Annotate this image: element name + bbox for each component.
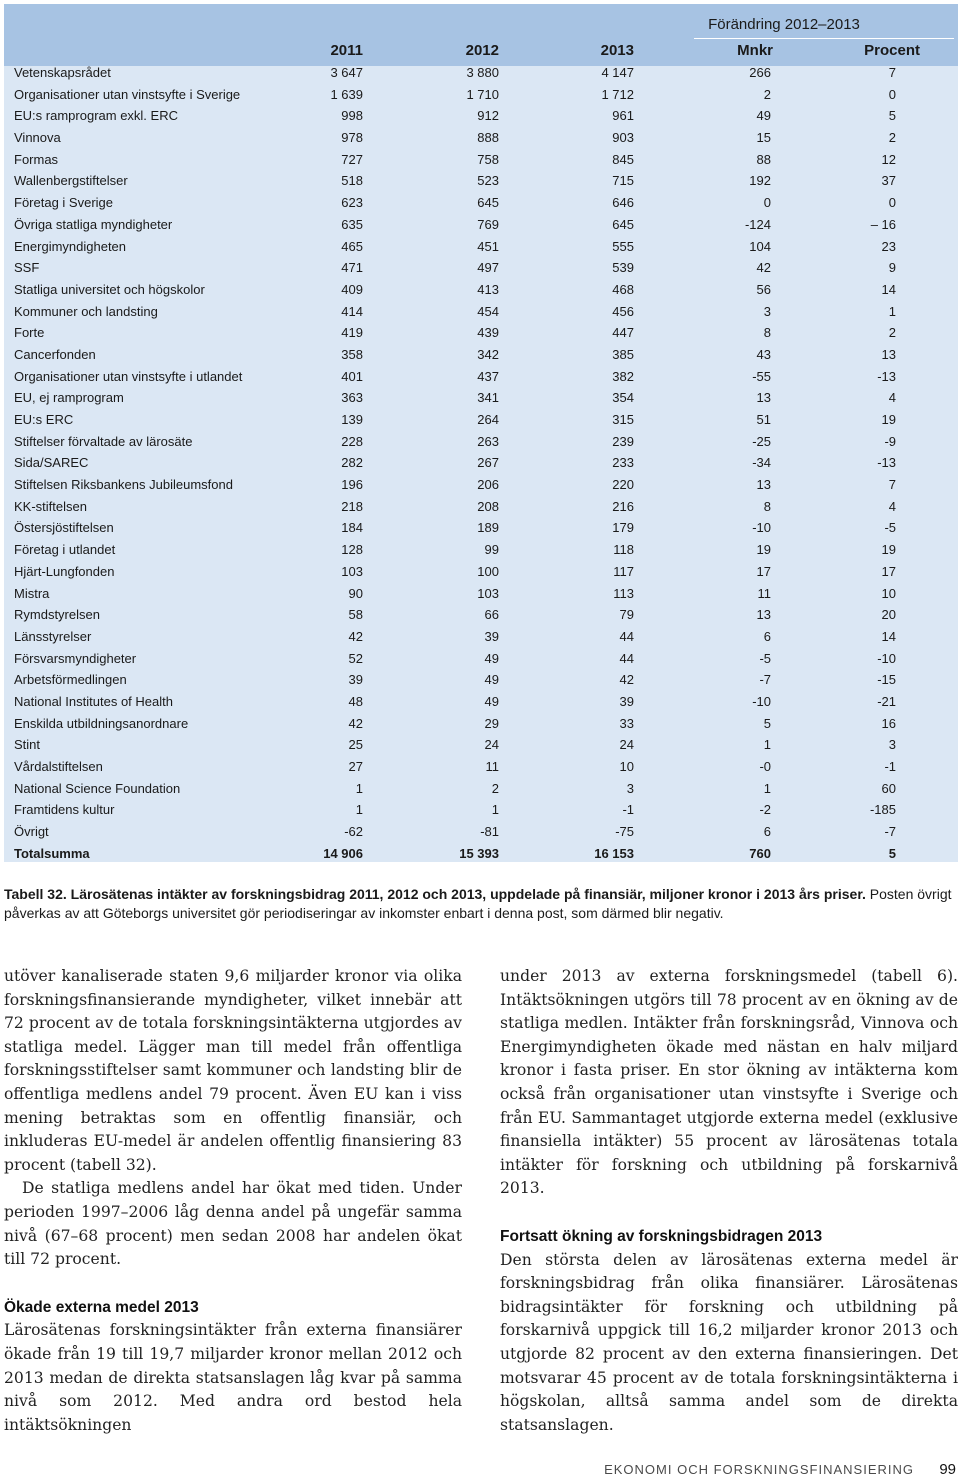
cell-2013: 33 bbox=[619, 715, 634, 731]
cell-2013: 117 bbox=[613, 563, 634, 579]
page-footer bbox=[0, 1462, 960, 1477]
col-mnkr-header: Mnkr bbox=[737, 42, 773, 59]
caption-title: Tabell 32. Lärosätenas intäkter av forskningsbidrag 2011, 2012 och 2013, uppdelade på finansiär, miljoner kronor i 2013 års priser. bbox=[4, 886, 866, 902]
cell-2012: 49 bbox=[484, 650, 499, 666]
cell-2011: 1 bbox=[355, 780, 363, 796]
cell-2013: 468 bbox=[612, 281, 634, 297]
cell-2011: 419 bbox=[341, 325, 363, 341]
cell-2011: 518 bbox=[341, 173, 363, 189]
cell-funder: National Science Foundation bbox=[14, 780, 181, 796]
cell-procent: -9 bbox=[884, 433, 896, 449]
table-row bbox=[4, 474, 958, 496]
cell-procent: -5 bbox=[884, 520, 896, 536]
table-row bbox=[4, 821, 958, 843]
cell-2011: 25 bbox=[348, 737, 363, 753]
cell-funder: Företag i Sverige bbox=[14, 195, 113, 211]
table-header bbox=[4, 4, 958, 66]
table-row bbox=[4, 431, 958, 453]
col-2011-header: 2011 bbox=[330, 42, 363, 59]
cell-2012: 66 bbox=[484, 607, 499, 623]
cell-funder: Statliga universitet och högskolor bbox=[14, 281, 205, 297]
cell-2012: 2 bbox=[491, 780, 499, 796]
table-caption bbox=[4, 885, 954, 923]
table-row bbox=[4, 84, 958, 106]
cell-2013: 118 bbox=[613, 542, 634, 558]
table-row bbox=[4, 366, 958, 388]
right-column bbox=[500, 965, 958, 1437]
cell-2013: 961 bbox=[612, 108, 634, 124]
cell-funder: EU:s ramprogram exkl. ERC bbox=[14, 108, 178, 124]
cell-2011: 90 bbox=[348, 585, 363, 601]
cell-2012: 3 880 bbox=[466, 65, 499, 80]
cell-procent: 23 bbox=[881, 238, 896, 254]
cell-funder: Stiftelser förvaltade av lärosäte bbox=[14, 433, 193, 449]
cell-mnkr: 6 bbox=[763, 824, 771, 840]
cell-2013: 447 bbox=[612, 325, 634, 341]
right-heading: Fortsatt ökning av forskningsbidragen 2013 bbox=[500, 1227, 823, 1245]
cell-2013: 233 bbox=[612, 455, 634, 471]
cell-funder: Övriga statliga myndigheter bbox=[14, 216, 173, 232]
cell-mnkr: 19 bbox=[756, 542, 771, 558]
cell-mnkr: -2 bbox=[759, 802, 771, 818]
cell-2012: 1 710 bbox=[466, 86, 499, 102]
cell-2012: 439 bbox=[477, 325, 499, 341]
table-row bbox=[4, 691, 958, 713]
cell-2011: 196 bbox=[341, 477, 363, 493]
cell-procent: 7 bbox=[888, 65, 896, 80]
cell-2012: 49 bbox=[484, 672, 499, 688]
cell-procent: 0 bbox=[888, 86, 896, 102]
cell-mnkr: -7 bbox=[759, 672, 771, 688]
table-row bbox=[4, 583, 958, 605]
cell-funder: Vinnova bbox=[14, 130, 61, 146]
left-paragraph-1: utöver kanaliserade staten 9,6 miljarder kronor via olika forskningsfinansierande myndigheter, vilket innebär att 72 procent av de totala forskningsintäkterna utgjordes av statliga medel. Lägger man till medel från offentliga forskningsstiftelser samt kommuner och landsting blir de offentliga medlens andel 79 procent. Även EU kan i viss mening betraktas som en offentlig finansiär, och inkluderas EU-medel är andelen offentlig finansiering 83 procent (tabell 32). bbox=[4, 967, 462, 1174]
cell-2013: 903 bbox=[612, 130, 634, 146]
cell-mnkr: 8 bbox=[763, 498, 771, 514]
change-header: Förändring 2012–2013 bbox=[708, 16, 860, 33]
cell-2013: 385 bbox=[612, 346, 634, 362]
cell-mnkr: -10 bbox=[752, 693, 771, 709]
cell-2011: 409 bbox=[341, 281, 363, 297]
cell-mnkr: -55 bbox=[752, 368, 771, 384]
cell-funder: Wallenbergstiftelser bbox=[14, 173, 128, 189]
cell-mnkr: 13 bbox=[756, 477, 771, 493]
table-row bbox=[4, 322, 958, 344]
cell-2011: 978 bbox=[341, 130, 363, 146]
col-2012-header: 2012 bbox=[465, 42, 499, 59]
cell-2013: 42 bbox=[619, 672, 634, 688]
table-total-row bbox=[4, 843, 958, 865]
cell-mnkr: 8 bbox=[763, 325, 771, 341]
cell-2012: 208 bbox=[477, 498, 499, 514]
left-column bbox=[4, 965, 462, 1437]
table-body bbox=[4, 62, 958, 864]
table-row bbox=[4, 62, 958, 84]
cell-2013: -75 bbox=[615, 824, 634, 840]
cell-procent: 16 bbox=[881, 715, 896, 731]
col-2013-header: 2013 bbox=[600, 42, 634, 59]
cell-2013: 239 bbox=[612, 433, 634, 449]
table-row bbox=[4, 648, 958, 670]
cell-2012: 342 bbox=[477, 346, 499, 362]
table-row bbox=[4, 387, 958, 409]
cell-mnkr: -5 bbox=[759, 650, 771, 666]
cell-2012: 206 bbox=[477, 477, 499, 493]
table-row bbox=[4, 105, 958, 127]
cell-2012: 11 bbox=[485, 759, 499, 774]
change-divider bbox=[694, 38, 954, 39]
table-row bbox=[4, 257, 958, 279]
cell-2013: 10 bbox=[619, 759, 634, 774]
cell-mnkr: 17 bbox=[756, 563, 771, 579]
cell-procent: 0 bbox=[888, 195, 896, 211]
cell-2011: 139 bbox=[341, 412, 363, 427]
cell-2013: 39 bbox=[619, 693, 634, 709]
cell-mnkr: 1 bbox=[763, 780, 771, 796]
table-row bbox=[4, 127, 958, 149]
cell-funder: National Institutes of Health bbox=[14, 693, 173, 709]
cell-2012: 341 bbox=[477, 390, 499, 406]
cell-2012: 15 393 bbox=[459, 845, 499, 861]
cell-2013: 539 bbox=[612, 260, 634, 276]
cell-2011: 184 bbox=[341, 520, 363, 536]
cell-2013: 354 bbox=[612, 390, 634, 406]
cell-2012: 451 bbox=[477, 238, 499, 254]
cell-funder: Vårdalstiftelsen bbox=[14, 759, 103, 774]
cell-2012: 39 bbox=[484, 628, 499, 644]
cell-procent: 19 bbox=[881, 542, 896, 558]
cell-funder: Totalsumma bbox=[14, 845, 90, 861]
cell-mnkr: -0 bbox=[759, 759, 771, 774]
cell-mnkr: -10 bbox=[752, 520, 771, 536]
cell-mnkr: 266 bbox=[749, 65, 771, 80]
right-paragraph-1: under 2013 av externa forskningsmedel (tabell 6). Intäktsökningen utgörs till 78 procent av en ökning av de statliga medlen. Intäkter från forskningsråd, Vinnova och Energimyndigheten ökade med nästan en halv miljard kronor i fasta priser. En stor ökning av intäkterna kom också från organisationer utan vinstsyfte i Sverige och från EU. Sammantaget utgjorde externa medel (exklusive finansiella intäkter) 55 procent av lärosätenas totala intäkter för forskning och utbildning på forskarnivå 2013. bbox=[500, 967, 958, 1198]
cell-2012: 769 bbox=[477, 216, 499, 232]
cell-2011: 1 639 bbox=[330, 86, 363, 102]
funding-table bbox=[4, 4, 958, 862]
cell-2012: 100 bbox=[477, 563, 499, 579]
cell-procent: 14 bbox=[881, 628, 896, 644]
cell-funder: Försvarsmyndigheter bbox=[14, 650, 137, 666]
cell-procent: -1 bbox=[884, 759, 896, 774]
table-row bbox=[4, 192, 958, 214]
table-row bbox=[4, 604, 958, 626]
cell-2012: 267 bbox=[477, 455, 499, 471]
cell-funder: Sida/SAREC bbox=[14, 455, 89, 471]
cell-funder: Östersjöstiftelsen bbox=[14, 520, 114, 536]
table-row bbox=[4, 301, 958, 323]
cell-procent: -13 bbox=[877, 455, 896, 471]
cell-procent: 7 bbox=[888, 477, 896, 493]
table-row bbox=[4, 626, 958, 648]
left-paragraph-3: Lärosätenas forskningsintäkter från externa finansiärer ökade från 19 till 19,7 miljarder kronor mellan 2012 och 2013 medan de direkta statsanslagen låg kvar på samma nivå som 2012. Med andra ord bestod hela intäktsökningen bbox=[4, 1321, 462, 1434]
cell-2013: 24 bbox=[619, 737, 634, 753]
cell-procent: – 16 bbox=[870, 216, 896, 232]
cell-procent: -10 bbox=[877, 650, 896, 666]
cell-mnkr: 6 bbox=[763, 628, 771, 644]
cell-mnkr: 11 bbox=[757, 585, 771, 601]
cell-2012: 437 bbox=[477, 368, 499, 384]
cell-procent: 17 bbox=[881, 563, 896, 579]
cell-2012: 888 bbox=[477, 130, 499, 146]
cell-2012: 1 bbox=[491, 802, 499, 818]
table-row bbox=[4, 279, 958, 301]
cell-funder: Övrigt bbox=[14, 824, 49, 840]
cell-2012: -81 bbox=[480, 824, 499, 840]
cell-procent: 10 bbox=[881, 585, 896, 601]
cell-2013: 179 bbox=[612, 520, 634, 536]
table-row bbox=[4, 539, 958, 561]
cell-2013: 315 bbox=[612, 412, 634, 427]
table-row bbox=[4, 170, 958, 192]
footer-section-title: EKONOMI OCH FORSKNINGSFINANSIERING bbox=[604, 1462, 914, 1477]
right-paragraph-2: Den största delen av lärosätenas externa medel är forskningsbidrag från olika finansiärer. Lärosätenas bidragsintäkter för forskning och utbildning på forskarnivå uppgick till 16,2 miljarder kronor 2013 och utgjorde 82 procent av den externa finansieringen. Det motsvarar 45 procent av de totala forskningsintäkterna i högskolan, alltså samma andel som de direkta statsanslagen. bbox=[500, 1250, 958, 1434]
cell-funder: Forte bbox=[14, 325, 45, 341]
cell-2011: 635 bbox=[341, 216, 363, 232]
cell-2011: 27 bbox=[348, 759, 363, 774]
cell-funder: Framtidens kultur bbox=[14, 802, 115, 818]
cell-procent: 9 bbox=[888, 260, 896, 276]
cell-funder: Formas bbox=[14, 151, 59, 167]
cell-2013: 715 bbox=[612, 173, 634, 189]
cell-procent: 20 bbox=[881, 607, 896, 623]
cell-funder: Organisationer utan vinstsyfte i utlandet bbox=[14, 368, 243, 384]
cell-procent: 12 bbox=[881, 151, 896, 167]
cell-funder: Vetenskapsrådet bbox=[14, 65, 111, 80]
cell-mnkr: 13 bbox=[756, 390, 771, 406]
cell-funder: Arbetsförmedlingen bbox=[14, 672, 127, 688]
cell-2011: 414 bbox=[341, 303, 363, 319]
cell-2013: 16 153 bbox=[594, 845, 634, 861]
table-row bbox=[4, 561, 958, 583]
table-row bbox=[4, 496, 958, 518]
left-heading: Ökade externa medel 2013 bbox=[4, 1298, 199, 1316]
cell-2012: 29 bbox=[484, 715, 499, 731]
cell-2012: 523 bbox=[477, 173, 499, 189]
cell-funder: Organisationer utan vinstsyfte i Sverige bbox=[14, 86, 241, 102]
cell-2011: 1 bbox=[355, 802, 363, 818]
cell-mnkr: 88 bbox=[756, 151, 771, 167]
table-row bbox=[4, 778, 958, 800]
cell-funder: SSF bbox=[14, 260, 40, 276]
cell-2013: 44 bbox=[619, 628, 634, 644]
cell-2011: 401 bbox=[341, 368, 363, 384]
cell-2011: 58 bbox=[348, 607, 363, 623]
cell-2011: -62 bbox=[344, 824, 363, 840]
cell-mnkr: 42 bbox=[756, 260, 771, 276]
col-procent-header: Procent bbox=[864, 42, 920, 59]
table-row bbox=[4, 214, 958, 236]
cell-2011: 998 bbox=[341, 108, 363, 124]
cell-2012: 103 bbox=[477, 585, 499, 601]
cell-2012: 758 bbox=[477, 151, 499, 167]
cell-funder: Hjärt-Lungfonden bbox=[14, 563, 115, 579]
cell-mnkr: 51 bbox=[756, 412, 771, 427]
cell-funder: Mistra bbox=[14, 585, 50, 601]
cell-2011: 358 bbox=[341, 346, 363, 362]
cell-2012: 189 bbox=[477, 520, 499, 536]
cell-mnkr: 3 bbox=[763, 303, 771, 319]
cell-2012: 263 bbox=[477, 433, 499, 449]
cell-mnkr: -25 bbox=[752, 433, 771, 449]
cell-2011: 727 bbox=[341, 151, 363, 167]
cell-procent: -21 bbox=[877, 693, 896, 709]
cell-procent: -13 bbox=[877, 368, 896, 384]
cell-mnkr: 56 bbox=[756, 281, 771, 297]
cell-2011: 42 bbox=[348, 628, 363, 644]
cell-procent: 5 bbox=[888, 845, 896, 861]
cell-mnkr: 104 bbox=[749, 238, 771, 254]
cell-procent: 3 bbox=[888, 737, 896, 753]
cell-2012: 413 bbox=[477, 281, 499, 297]
cell-2011: 42 bbox=[348, 715, 363, 731]
cell-2011: 282 bbox=[341, 455, 363, 471]
cell-2011: 14 906 bbox=[323, 845, 363, 861]
cell-funder: KK-stiftelsen bbox=[14, 498, 87, 514]
cell-2013: 4 147 bbox=[601, 65, 634, 80]
cell-procent: 19 bbox=[881, 412, 896, 427]
table-row bbox=[4, 344, 958, 366]
cell-mnkr: 0 bbox=[763, 195, 771, 211]
cell-2013: 44 bbox=[619, 650, 634, 666]
table-row bbox=[4, 756, 958, 778]
cell-2011: 363 bbox=[341, 390, 363, 406]
cell-2011: 52 bbox=[348, 650, 363, 666]
cell-funder: Enskilda utbildningsanordnare bbox=[14, 715, 189, 731]
cell-mnkr: 43 bbox=[756, 346, 771, 362]
cell-2013: 382 bbox=[612, 368, 634, 384]
cell-2012: 645 bbox=[477, 195, 499, 211]
cell-2013: 645 bbox=[612, 216, 634, 232]
cell-2011: 48 bbox=[348, 693, 363, 709]
cell-2013: 79 bbox=[619, 607, 634, 623]
cell-2013: 845 bbox=[612, 151, 634, 167]
cell-2013: 555 bbox=[612, 238, 634, 254]
cell-2012: 454 bbox=[477, 303, 499, 319]
table-row bbox=[4, 669, 958, 691]
cell-2012: 99 bbox=[484, 542, 499, 558]
cell-mnkr: 13 bbox=[756, 607, 771, 623]
cell-funder: EU, ej ramprogram bbox=[14, 390, 124, 406]
cell-mnkr: 1 bbox=[763, 737, 771, 753]
cell-procent: -185 bbox=[869, 802, 896, 818]
cell-2012: 264 bbox=[477, 412, 499, 427]
cell-2013: -1 bbox=[622, 802, 634, 818]
cell-2011: 103 bbox=[341, 563, 363, 579]
table-row bbox=[4, 452, 958, 474]
cell-2012: 24 bbox=[484, 737, 499, 753]
cell-2011: 39 bbox=[348, 672, 363, 688]
table-row bbox=[4, 799, 958, 821]
cell-funder: Företag i utlandet bbox=[14, 542, 116, 558]
cell-mnkr: 760 bbox=[749, 845, 771, 861]
cell-2011: 3 647 bbox=[330, 65, 363, 80]
table-row bbox=[4, 236, 958, 258]
cell-2013: 3 bbox=[626, 780, 634, 796]
cell-funder: Stint bbox=[14, 737, 41, 753]
cell-funder: Kommuner och landsting bbox=[14, 303, 158, 319]
table-row bbox=[4, 517, 958, 539]
cell-mnkr: 192 bbox=[749, 173, 771, 189]
cell-2011: 228 bbox=[341, 433, 363, 449]
page-number: 99 bbox=[939, 1461, 956, 1477]
cell-procent: -15 bbox=[877, 672, 896, 688]
cell-2011: 471 bbox=[341, 260, 363, 276]
cell-procent: -7 bbox=[884, 824, 896, 840]
cell-funder: Stiftelsen Riksbankens Jubileumsfond bbox=[14, 477, 233, 493]
table-row bbox=[4, 149, 958, 171]
cell-procent: 1 bbox=[888, 303, 896, 319]
cell-funder: EU:s ERC bbox=[14, 412, 74, 427]
cell-procent: 4 bbox=[888, 390, 896, 406]
cell-mnkr: -124 bbox=[744, 216, 771, 232]
cell-mnkr: 2 bbox=[763, 86, 771, 102]
cell-2011: 128 bbox=[341, 542, 363, 558]
cell-2012: 49 bbox=[484, 693, 499, 709]
cell-2013: 646 bbox=[612, 195, 634, 211]
cell-2011: 465 bbox=[341, 238, 363, 254]
cell-2013: 456 bbox=[612, 303, 634, 319]
table-row bbox=[4, 734, 958, 756]
cell-funder: Rymdstyrelsen bbox=[14, 607, 100, 623]
cell-procent: 2 bbox=[888, 325, 896, 341]
cell-2013: 1 712 bbox=[601, 86, 634, 102]
cell-mnkr: 5 bbox=[763, 715, 771, 731]
cell-funder: Cancerfonden bbox=[14, 346, 96, 362]
cell-mnkr: 49 bbox=[756, 108, 771, 124]
cell-2013: 113 bbox=[613, 585, 634, 601]
cell-procent: 5 bbox=[888, 108, 896, 124]
table-row bbox=[4, 409, 958, 431]
left-paragraph-2: De statliga medlens andel har ökat med tiden. Under perioden 1997–2006 låg denna andel på ungefär samma nivå (67–68 procent) men sedan 2008 har andelen ökat till 72 procent. bbox=[4, 1179, 462, 1269]
cell-procent: 60 bbox=[881, 780, 896, 796]
cell-mnkr: 15 bbox=[756, 130, 771, 146]
caption-note: Posten övrigt påverkas av att Göteborgs universitet gör periodiseringar av inkomster enbart i denna post, som därmed blir negativ. bbox=[4, 886, 952, 921]
cell-2011: 623 bbox=[341, 195, 363, 211]
cell-procent: 14 bbox=[881, 281, 896, 297]
cell-funder: Energimyndigheten bbox=[14, 238, 127, 254]
cell-procent: 4 bbox=[888, 498, 896, 514]
cell-procent: 13 bbox=[881, 346, 896, 362]
cell-mnkr: -34 bbox=[752, 455, 771, 471]
cell-2011: 218 bbox=[341, 498, 363, 514]
cell-2012: 912 bbox=[477, 108, 499, 124]
cell-funder: Länsstyrelser bbox=[14, 628, 92, 644]
cell-2012: 497 bbox=[477, 260, 499, 276]
cell-2013: 216 bbox=[612, 498, 634, 514]
cell-procent: 2 bbox=[888, 130, 896, 146]
cell-2013: 220 bbox=[612, 477, 634, 493]
cell-procent: 37 bbox=[881, 173, 896, 189]
table-row bbox=[4, 713, 958, 735]
